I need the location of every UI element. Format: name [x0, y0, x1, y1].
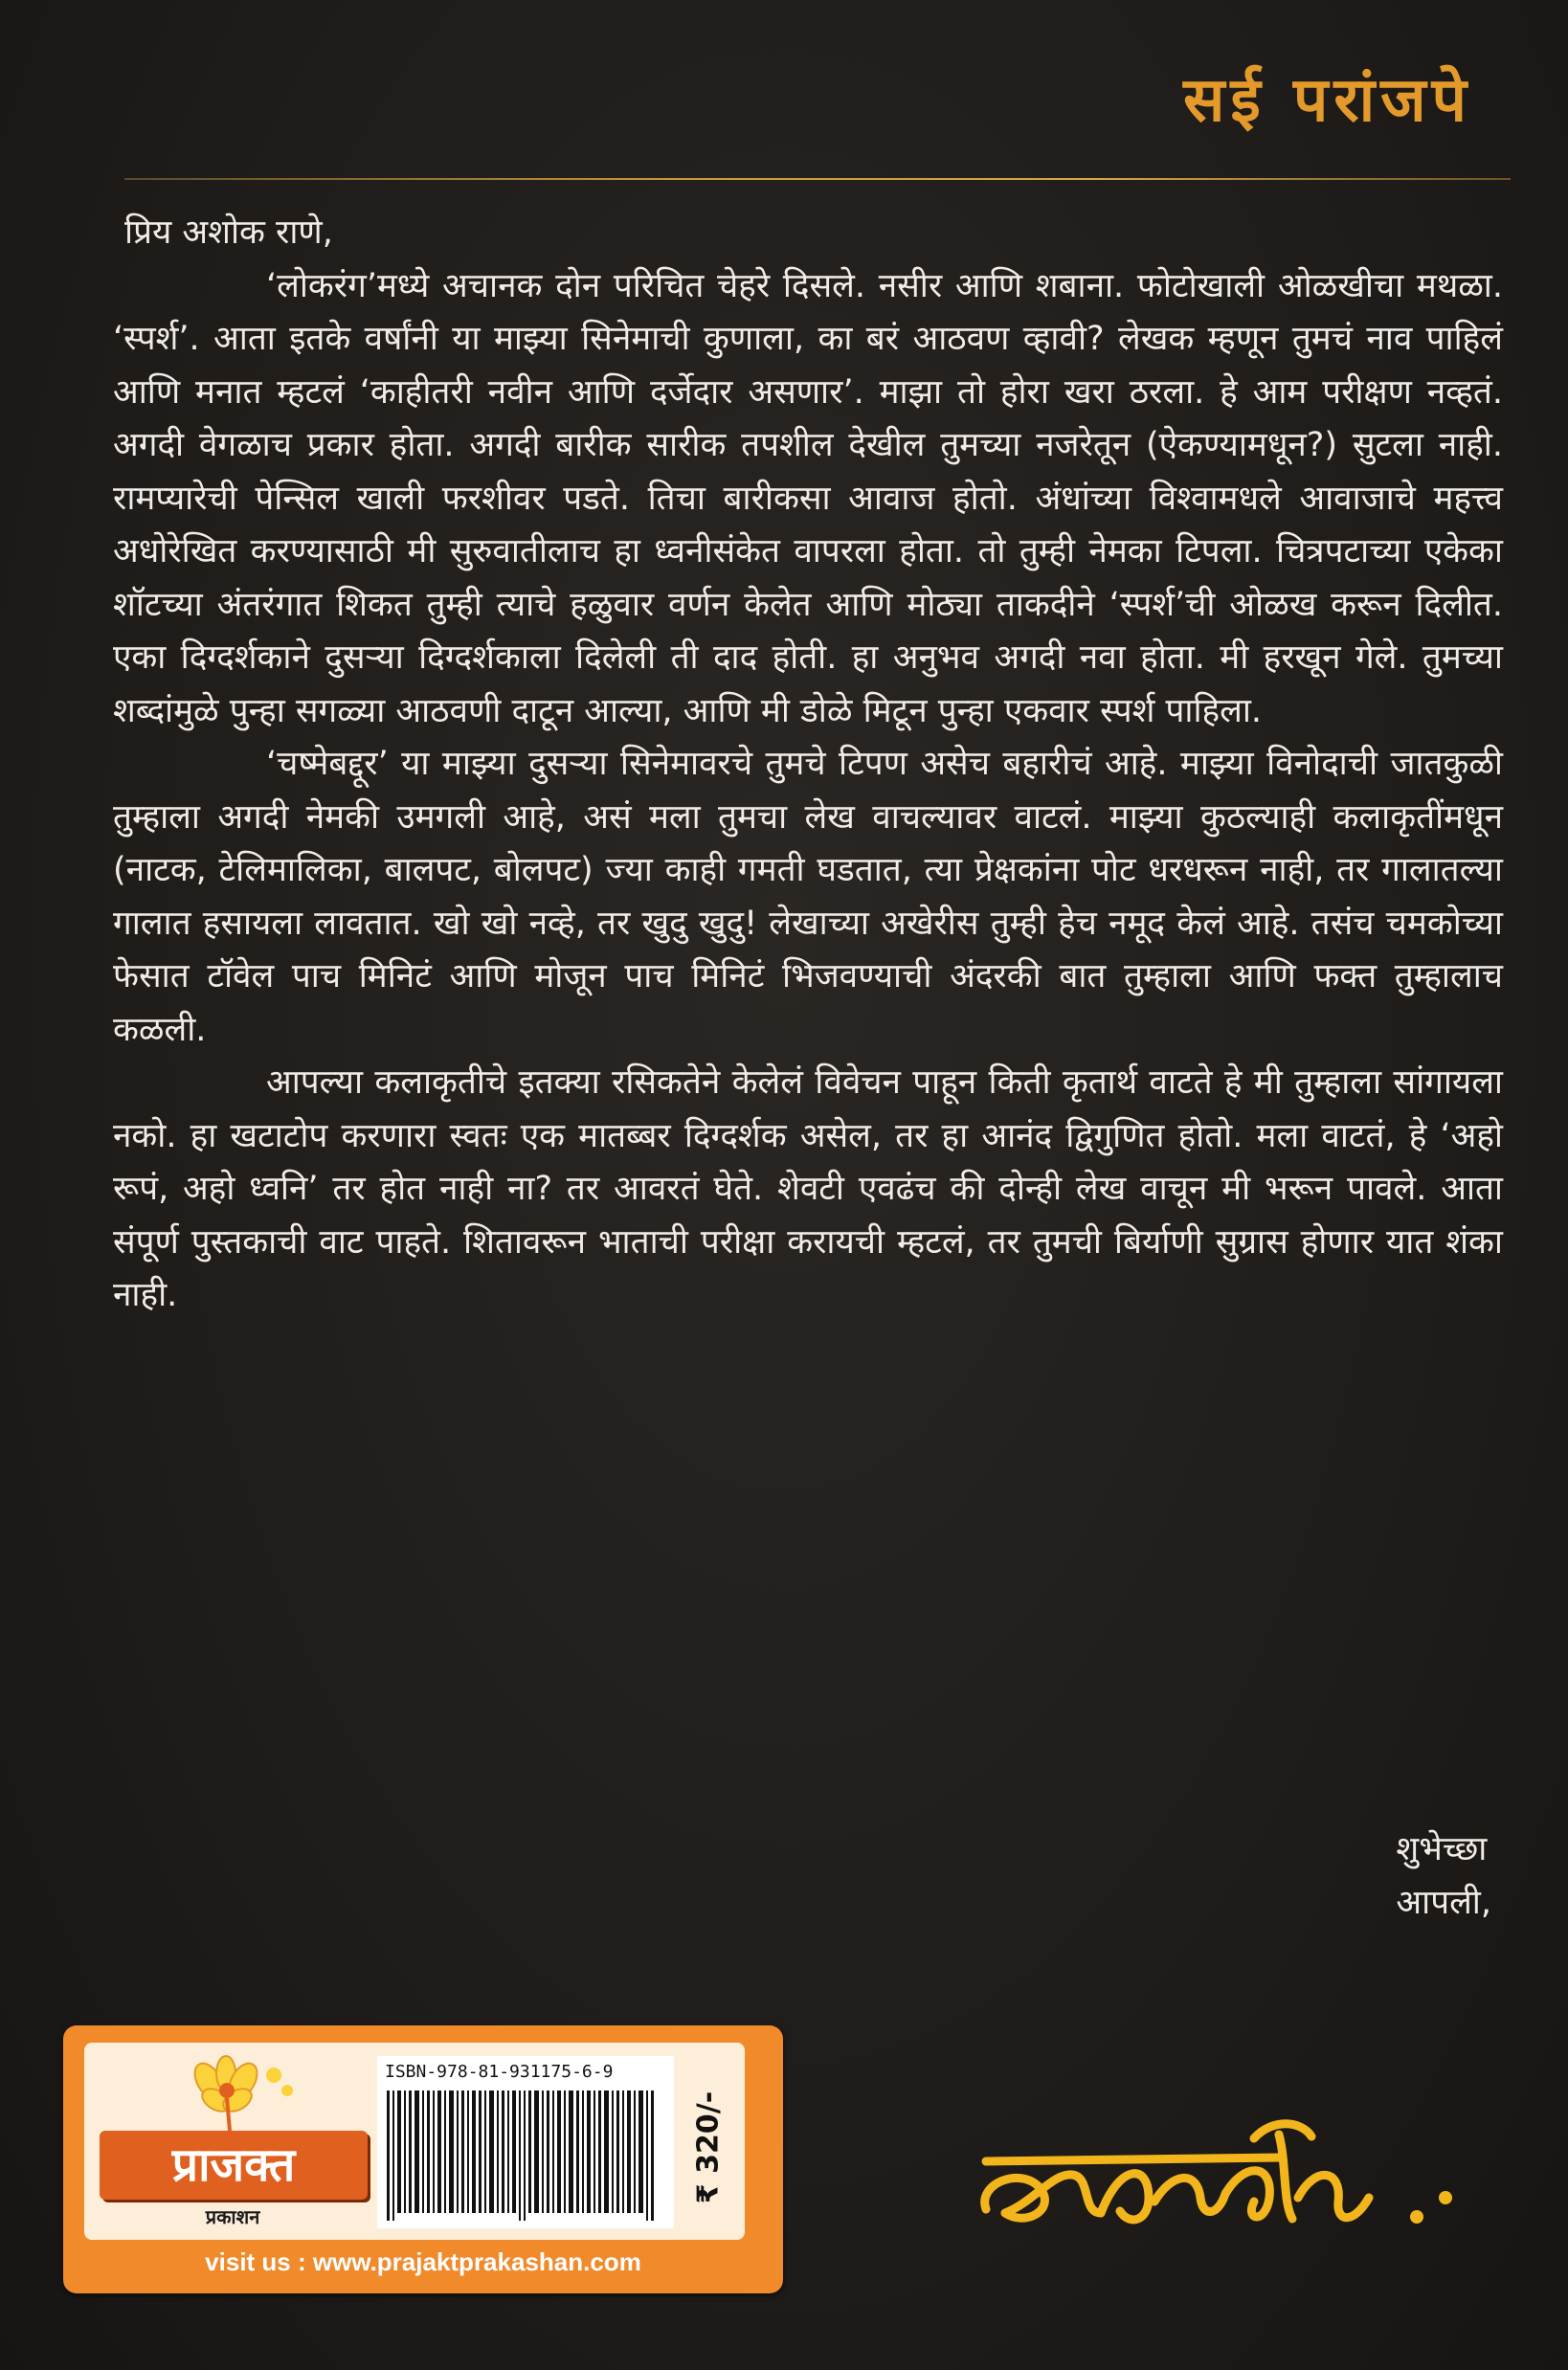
letter-salutation: प्रिय अशोक राणे, — [124, 213, 333, 252]
closing-wishes: शुभेच्छा — [1396, 1830, 1488, 1868]
letter-paragraph-1: ‘लोकरंग’मध्ये अचानक दोन परिचित चेहरे दिसले. नसीर आणि शबाना. फोटोखाली ओळखीचा मथळा. ‘स्पर्श’. आता इतके वर्षांनी या माझ्या सिनेमाची कुणाला, का बरं आठवण व्हावी? लेखक म्हणून तुमचं नाव पाहिलं आणि मनात म्हटलं ‘काहीतरी नवीन आणि दर्जेदार असणार’. माझा तो होरा खरा ठरला. हे आम परीक्षण नव्हतं. अगदी वेगळाच प्रकार होता. अगदी बारीक सारीक तपशील देखील तुमच्या नजरेतून (ऐकण्यामधून?) सुटला नाही. रामप्यारेची पेन्सिल खाली फरशीवर पडते. तिचा बारीकसा आवाज होतो. अंधांच्या विश्वामधले आवाजाचे महत्त्व अधोरेखित करण्यासाठी मी सुरुवातीलाच हा ध्वनीसंकेत वापरला होता. तो तुम्ही नेमका टिपला. चित्रपटाच्या एकेका शॉटच्या अंतरंगात शिकत तुम्ही त्याचे हळुवार वर्णन केलेत आणि मोठ्या ताकदीने ‘स्पर्श’ची ओळख करून दिलीत. एका दिग्दर्शकाने दुसऱ्या दिग्दर्शकाला दिलेली ती दाद होती. हा अनुभव अगदी नवा होता. मी हरखून गेले. तुमच्या शब्दांमुळे पुन्हा सगळ्या आठवणी दाटून आल्या, आणि मी डोळे मिटून पुन्हा एकवार स्पर्श पाहिला. — [113, 266, 1503, 730]
publisher-website: visit us : www.prajaktprakashan.com — [205, 2247, 641, 2276]
price-label — [680, 2062, 737, 2234]
publisher-sticker — [63, 2025, 783, 2293]
letter-body — [113, 207, 1503, 1323]
letter-paragraph-2: ‘चष्मेबद्दूर’ या माझ्या दुसऱ्या सिनेमावरचे तुमचे टिपण असेच बहारीचं आहे. माझ्या विनोदाची जातकुळी तुम्हाला अगदी नेमकी उमगली आहे, असं मला तुमचा लेख वाचल्यावर वाटलं. माझ्या कुठल्याही कलाकृतींमधून (नाटक, टेलिमालिका, बालपट, बोलपट) ज्या काही गमती घडतात, त्या प्रेक्षकांना पोट धरधरून नाही, तर गालातल्या गालात हसायला लावतात. खो खो नव्हे, तर खुदु खुदु! लेखाच्या अखेरीस तुम्ही हेच नमूद केलं आहे. तसंच चमकोच्या फेसात टॉवेल पाच मिनिटं आणि मोजून पाच मिनिटं भिजवण्याची अंदरकी बात तुम्हाला आणि फक्त तुम्हालाच कळली. — [113, 745, 1503, 1049]
author-name: सई परांजपे — [1183, 65, 1472, 136]
publisher-logo-subtitle: प्रकाशन — [205, 2205, 260, 2228]
barcode-bars — [387, 2091, 664, 2221]
author-signature — [967, 2106, 1484, 2259]
letter-closing — [1396, 1822, 1491, 1930]
isbn-text: ISBN-978-81-931175-6-9 — [385, 2062, 614, 2082]
publisher-logo — [94, 2052, 371, 2234]
closing-yours: आपली, — [1396, 1884, 1491, 1922]
sticker-panel — [84, 2043, 745, 2240]
barcode — [377, 2056, 674, 2228]
header-divider — [124, 178, 1511, 180]
publisher-logo-text: प्राजक्त — [100, 2131, 368, 2200]
price-text: ₹ 320/- — [691, 2091, 726, 2204]
letter-paragraph-3: आपल्या कलाकृतीचे इतक्या रसिकतेने केलेलं विवेचन पाहून किती कृतार्थ वाटते हे मी तुम्हाला सांगायला नको. हा खटाटोप करणारा स्वतः एक मातब्बर दिग्दर्शक असेल, तर हा आनंद द्विगुणित होतो. मला वाटतं, हे ‘अहो रूपं, अहो ध्वनि’ तर होत नाही ना? तर आवरतं घेते. शेवटी एवढंच की दोन्ही लेख वाचून मी भरून पावले. आता संपूर्ण पुस्तकाची वाट पाहते. शितावरून भाताची परीक्षा करायची म्हटलं, तर तुमची बिर्याणी सुग्रास होणार यात शंका नाही. — [113, 1063, 1503, 1314]
flower-icon — [170, 2052, 304, 2138]
